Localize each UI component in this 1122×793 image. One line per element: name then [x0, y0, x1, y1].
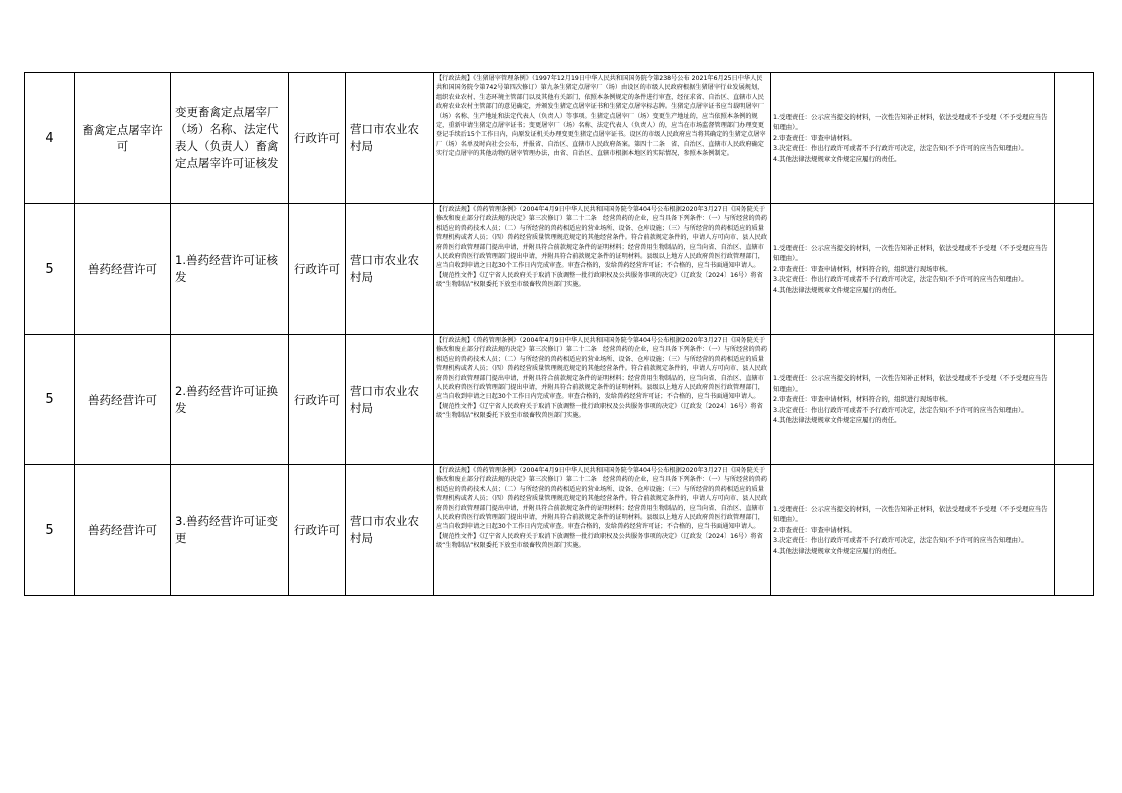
implementing-department: 营口市农业农村局	[346, 204, 434, 335]
responsibility-item: 3.决定责任：作出行政许可或者不予行政许可决定，法定告知(不予许可的应当告知理由）。	[773, 144, 1028, 153]
authority-type: 行政许可	[289, 335, 346, 465]
legal-basis	[434, 73, 771, 204]
legal-basis-paragraph: 【行政法规】《兽药管理条例》（2004年4月9日中华人民共和国国务院令第404号公布根据2020年3月27日《国务院关于修改和废止部分行政法规的决定》第三次修订）第二十二条 经营兽药的企业，应当具备下列条件：（一）与所经营的兽药相适应的兽药技术人员；（二）与所经营的兽药相适应的营业场所、设备、仓库设施；（三）与所经营的兽药相适应的质量管理机构或者人员；（四）兽药经营质量管理规范规定的其他经营条件。符合前款规定条件的，申请人方可向市、县人民政府兽医行政管理部门提出申请，并附具符合前款规定条件的证明材料；经营兽用生物制品的，应当向省、自治区、直辖市人民政府兽医行政管理部门提出申请，并附具符合前款规定条件的证明材料。县级以上地方人民政府兽医行政管理部门，应当自收到申请之日起30个工作日内完成审查。审查合格的，发给兽药经营许可证；不合格的，应当书面通知申请人。	[436, 337, 768, 401]
item-name: 兽药经营许可	[75, 465, 171, 596]
legal-basis	[434, 465, 771, 596]
table-row	[25, 465, 1094, 596]
responsibility-item: 1.受理责任：公示应当提交的材料，一次性告知补正材料，依法受理或不予受理（不予受理应当告知理由）。	[773, 112, 1048, 132]
responsibility-item: 3.决定责任：作出行政许可或者不予行政许可决定，法定告知(不予许可的应当告知理由）。	[773, 405, 1028, 414]
responsibility-item: 3.决定责任：作出行政许可或者不予行政许可决定，法定告知(不予许可的应当告知理由）。	[773, 536, 1028, 545]
item-name: 兽药经营许可	[75, 204, 171, 335]
remarks-cell	[1055, 335, 1094, 465]
responsibility-item: 2.审查责任：审查申请材料。	[773, 525, 856, 534]
item-number: 5	[25, 204, 75, 335]
responsibility-item: 4.其他法律法规规章文件规定应履行的责任。	[773, 154, 901, 163]
table-row	[25, 335, 1094, 465]
item-number: 4	[25, 73, 75, 204]
responsibility-item: 4.其他法律法规规章文件规定应履行的责任。	[773, 285, 901, 294]
authority-list-table	[24, 72, 1094, 596]
responsibility-item: 1.受理责任：公示应当提交的材料，一次性告知补正材料，依法受理或不予受理（不予受理应当告知理由）。	[773, 504, 1048, 524]
responsibility-list	[771, 73, 1055, 204]
table-row	[25, 73, 1094, 204]
item-name: 兽药经营许可	[75, 335, 171, 465]
responsibility-item: 1.受理责任：公示应当提交的材料，一次性告知补正材料，依法受理或不予受理（不予受理应当告知理由）。	[773, 243, 1048, 263]
legal-basis-paragraph: 【行政法规】《兽药管理条例》（2004年4月9日中华人民共和国国务院令第404号公布根据2020年3月27日《国务院关于修改和废止部分行政法规的决定》第三次修订）第二十二条 经营兽药的企业，应当具备下列条件：（一）与所经营的兽药相适应的兽药技术人员；（二）与所经营的兽药相适应的营业场所、设备、仓库设施；（三）与所经营的兽药相适应的质量管理机构或者人员；（四）兽药经营质量管理规范规定的其他经营条件。符合前款规定条件的，申请人方可向市、县人民政府兽医行政管理部门提出申请，并附具符合前款规定条件的证明材料；经营兽用生物制品的，应当向省、自治区、直辖市人民政府兽医行政管理部门提出申请，并附具符合前款规定条件的证明材料。县级以上地方人民政府兽医行政管理部门，应当自收到申请之日起30个工作日内完成审查。审查合格的，发给兽药经营许可证；不合格的，应当书面通知申请人。	[436, 206, 768, 270]
item-name: 畜禽定点屠宰许可	[75, 73, 171, 204]
remarks-cell	[1055, 465, 1094, 596]
implementing-department: 营口市农业农村局	[346, 465, 434, 596]
responsibility-item: 4.其他法律法规规章文件规定应履行的责任。	[773, 546, 901, 555]
legal-basis-paragraph: 【行政法规】《兽药管理条例》（2004年4月9日中华人民共和国国务院令第404号公布根据2020年3月27日《国务院关于修改和废止部分行政法规的决定》第三次修订）第二十二条 经营兽药的企业，应当具备下列条件：（一）与所经营的兽药相适应的兽药技术人员；（二）与所经营的兽药相适应的营业场所、设备、仓库设施；（三）与所经营的兽药相适应的质量管理机构或者人员；（四）兽药经营质量管理规范规定的其他经营条件。符合前款规定条件的，申请人方可向市、县人民政府兽医行政管理部门提出申请，并附具符合前款规定条件的证明材料；经营兽用生物制品的，应当向省、自治区、直辖市人民政府兽医行政管理部门提出申请，并附具符合前款规定条件的证明材料。县级以上地方人民政府兽医行政管理部门，应当自收到申请之日起30个工作日内完成审查。审查合格的，发给兽药经营许可证；不合格的，应当书面通知申请人。	[436, 467, 768, 531]
authority-type: 行政许可	[289, 465, 346, 596]
authority-type: 行政许可	[289, 204, 346, 335]
implementing-department: 营口市农业农村局	[346, 73, 434, 204]
responsibility-item: 4.其他法律法规规章文件规定应履行的责任。	[773, 416, 901, 425]
sub-item-name: 3.兽药经营许可证变更	[171, 465, 289, 596]
legal-basis-paragraph: 【规范性文件】《辽宁省人民政府关于取消下放调整一批行政职权及公共服务事项的决定》（辽政发〔2024〕16号）将省级“生物制品”权限委托下放至市级畜牧兽医部门实施。	[436, 402, 763, 420]
responsibility-list	[771, 335, 1055, 465]
responsibility-list	[771, 465, 1055, 596]
sub-item-name: 2.兽药经营许可证换发	[171, 335, 289, 465]
responsibility-item: 2.审查责任：审查申请材料。	[773, 133, 856, 142]
legal-basis-paragraph: 【行政法规】《生猪屠宰管理条例》（1997年12月19日中华人民共和国国务院令第238号公布 2021年6月25日中华人民共和国国务院令第742号第四次修订）第九条生猪定点屠宰厂（场）由设区的市级人民政府根据生猪屠宰行业发展规划，组织农业农村、生态环境主管部门以及其他有关部门，依照本条例规定的条件进行审查，经征求省、自治区、直辖市人民政府农业农村主管部门的意见确定，并颁发生猪定点屠宰证书和生猪定点屠宰标志牌。生猪定点屠宰证书应当载明屠宰厂（场）名称、生产地址和法定代表人（负责人）等事项。生猪定点屠宰厂（场）变更生产地址的，应当依照本条例的规定，重新申请生猪定点屠宰证书；变更屠宰厂（场）名称、法定代表人（负责人）的，应当在市场监督管理部门办理变更登记手续后15个工作日内，向原发证机关办理变更生猪定点屠宰证书。设区的市级人民政府应当将其确定的生猪定点屠宰厂（场）名单及时向社会公布，并报省、自治区、直辖市人民政府备案。第四十二条 省、自治区、直辖市人民政府确定实行定点屠宰的其他动物的屠宰管理办法，由省、自治区、直辖市根据本地区的实际情况，参照本条例制定。	[436, 75, 766, 158]
sub-item-name: 变更畜禽定点屠宰厂（场）名称、法定代表人（负责人）畜禽定点屠宰许可证核发	[171, 73, 289, 204]
legal-basis	[434, 335, 771, 465]
sub-item-name: 1.兽药经营许可证核发	[171, 204, 289, 335]
legal-basis	[434, 204, 771, 335]
legal-basis-paragraph: 【规范性文件】《辽宁省人民政府关于取消下放调整一批行政职权及公共服务事项的决定》（辽政发〔2024〕16号）将省级“生物制品”权限委托下放至市级畜牧兽医部门实施。	[436, 532, 763, 550]
implementing-department: 营口市农业农村局	[346, 335, 434, 465]
responsibility-item: 3.决定责任：作出行政许可或者不予行政许可决定，法定告知(不予许可的应当告知理由）。	[773, 275, 1028, 284]
responsibility-item: 1.受理责任：公示应当提交的材料，一次性告知补正材料，依法受理或不予受理（不予受理应当告知理由）。	[773, 374, 1048, 393]
responsibility-list	[771, 204, 1055, 335]
legal-basis-paragraph: 【规范性文件】《辽宁省人民政府关于取消下放调整一批行政职权及公共服务事项的决定》（辽政发〔2024〕16号）将省级“生物制品”权限委托下放至市级畜牧兽医部门实施。	[436, 271, 763, 289]
responsibility-item: 2.审查责任：审查申请材料，材料符合的，组织进行现场审核。	[773, 395, 952, 404]
table-row	[25, 204, 1094, 335]
remarks-cell	[1055, 73, 1094, 204]
authority-type: 行政许可	[289, 73, 346, 204]
responsibility-item: 2.审查责任：审查申请材料，材料符合的，组织进行现场审核。	[773, 264, 952, 273]
item-number: 5	[25, 465, 75, 596]
item-number: 5	[25, 335, 75, 465]
remarks-cell	[1055, 204, 1094, 335]
